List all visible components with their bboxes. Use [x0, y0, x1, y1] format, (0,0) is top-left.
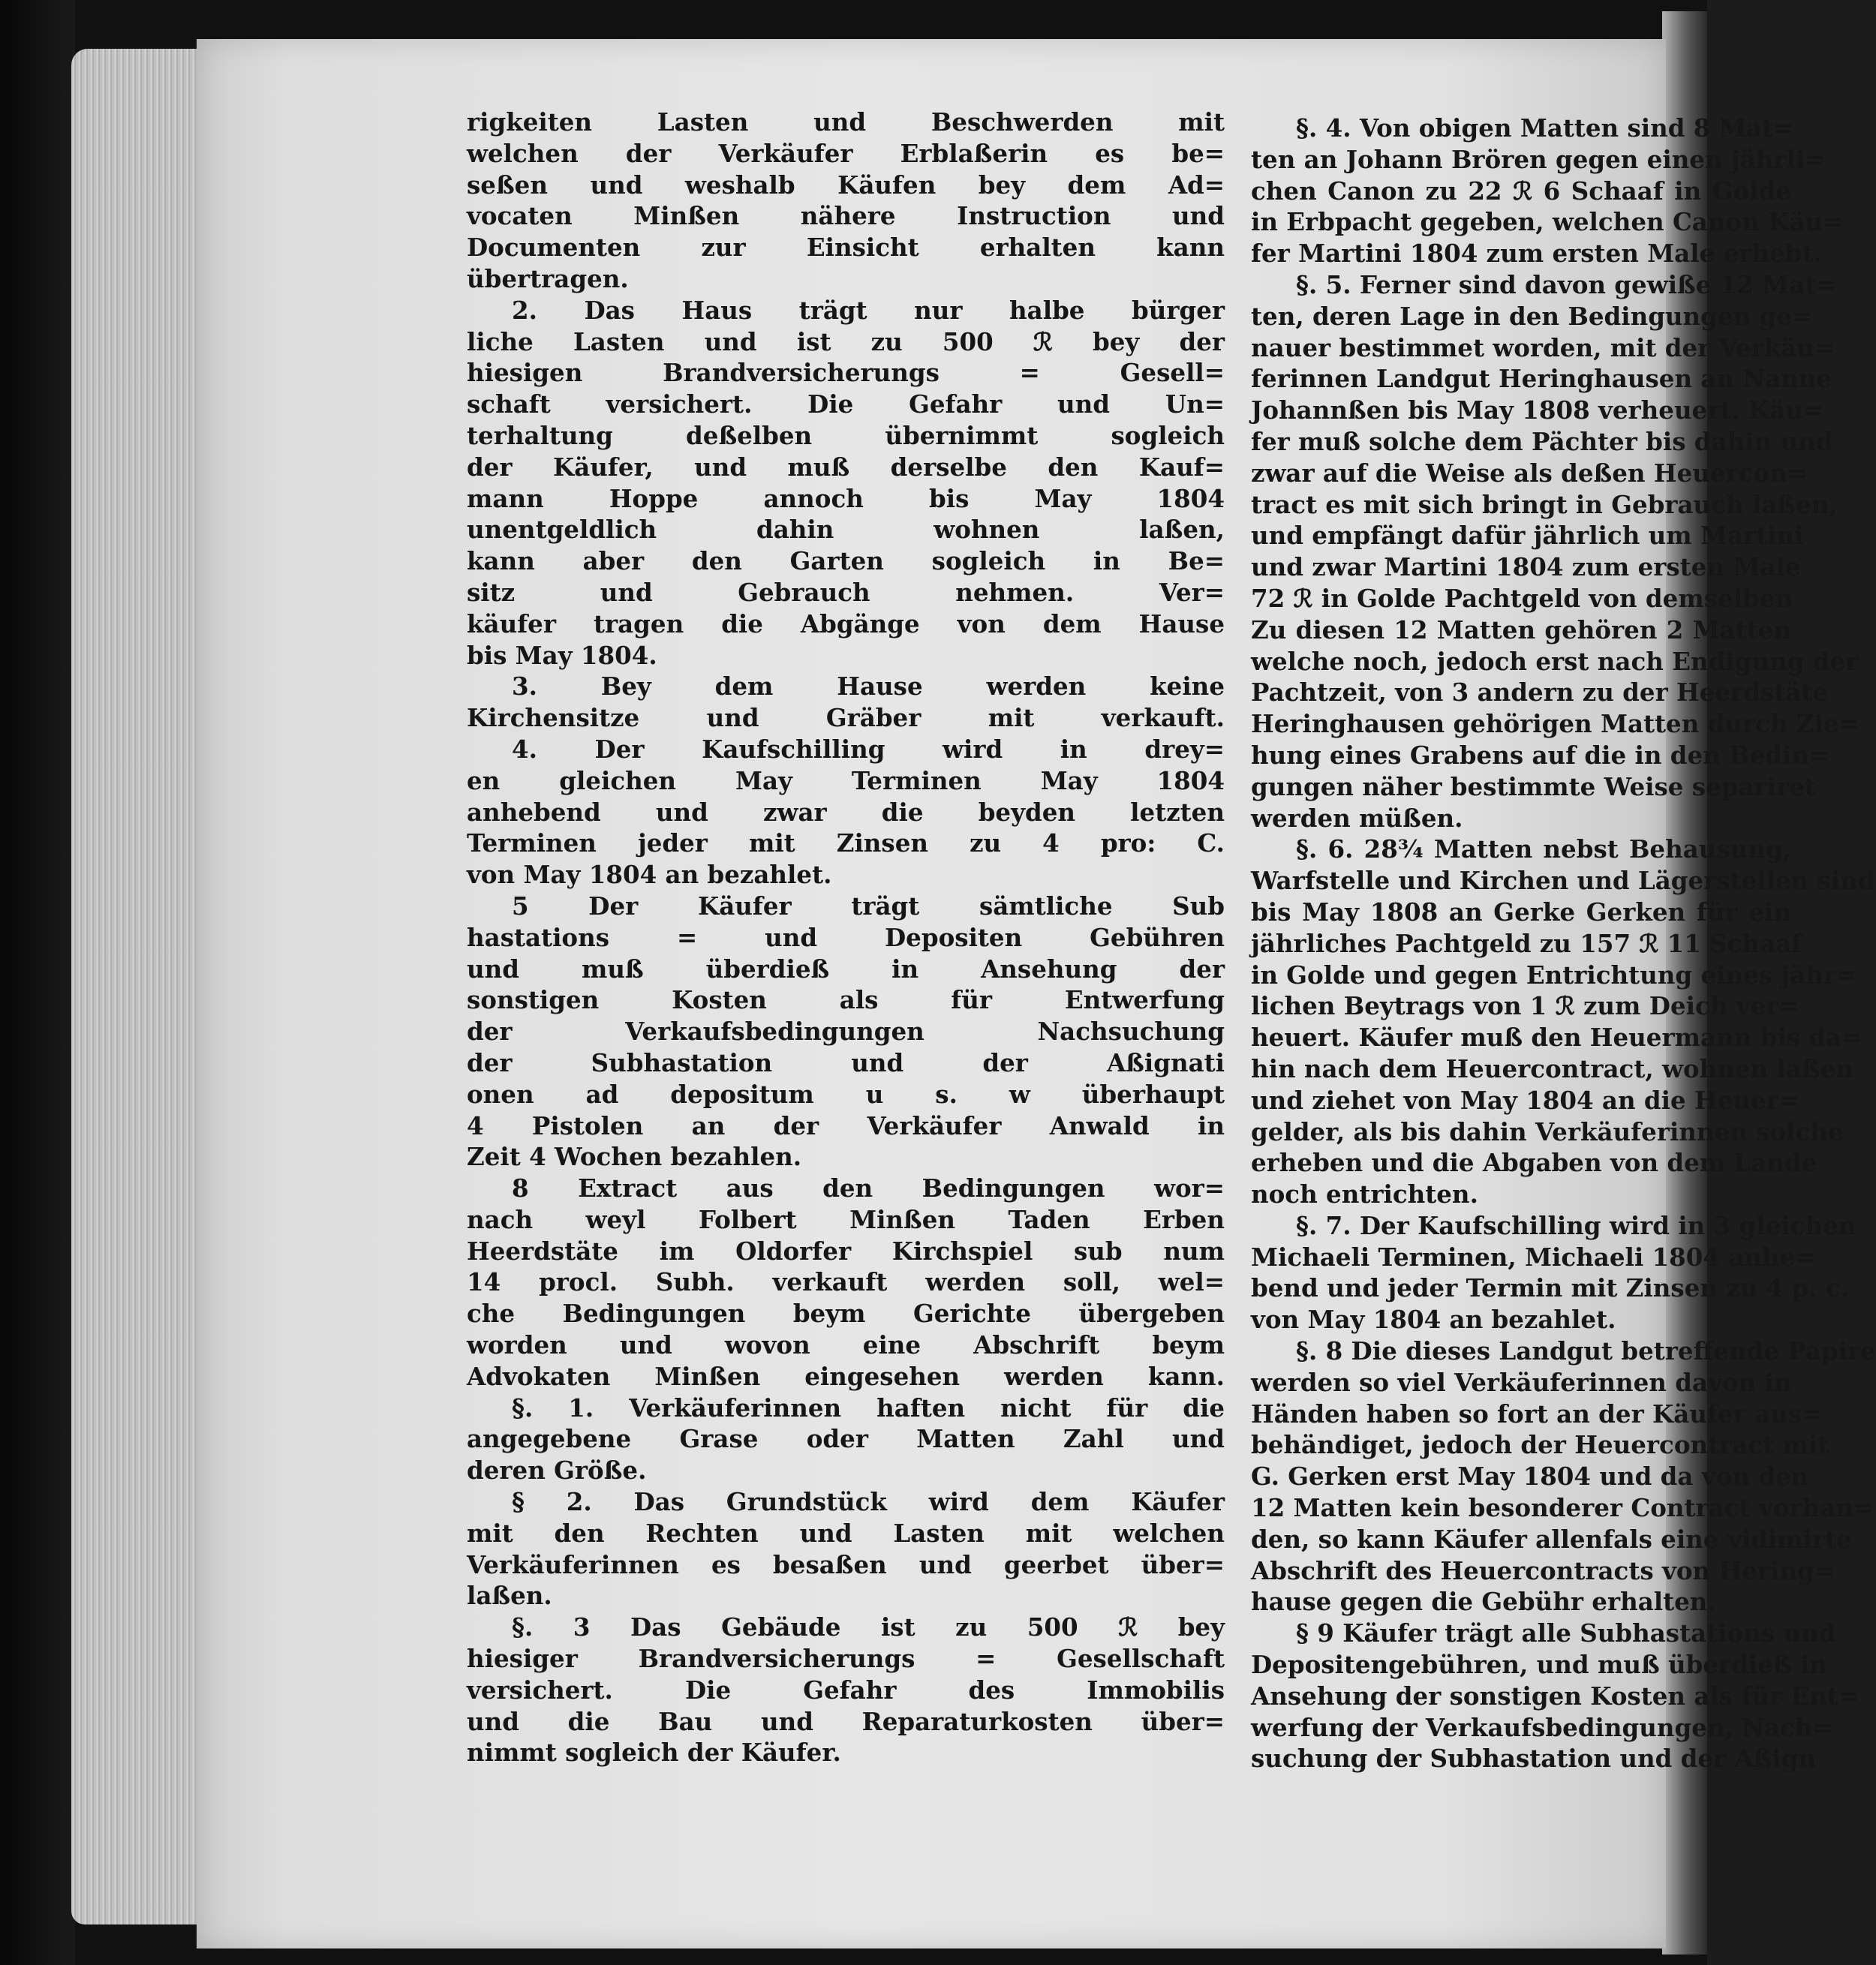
- text-line: §. 5. Ferner sind davon gewiße 12 Mat=: [1296, 269, 1837, 299]
- text-line: Advokaten Minßen eingesehen werden kann.: [467, 1361, 1225, 1391]
- text-line: Documenten zur Einsicht erhalten kann: [467, 233, 1225, 263]
- text-line: Zeit 4 Wochen bezahlen.: [467, 1142, 802, 1172]
- text-line: laßen.: [467, 1581, 552, 1611]
- text-line: 5 Der Käufer trägt sämtliche Sub: [512, 891, 1225, 921]
- text-line: der Verkaufsbedingungen Nachsuchung: [467, 1017, 1225, 1047]
- text-line: fer Martini 1804 zum ersten Male erhebt.: [1251, 239, 1822, 269]
- text-line: hiesigen Brandversicherungs = Gesell=: [467, 358, 1225, 388]
- text-line: seßen und weshalb Käufen bey dem Ad=: [467, 170, 1225, 200]
- text-line: rigkeiten Lasten und Beschwerden mit: [467, 107, 1225, 137]
- text-line: bend und jeder Termin mit Zinsen zu 4 p. c.: [1251, 1273, 1850, 1303]
- text-line: §. 4. Von obigen Matten sind 8 Mat=: [1296, 113, 1794, 143]
- text-line: käufer tragen die Abgänge von dem Hause: [467, 608, 1225, 638]
- text-line: in Golde und gegen Entrichtung eines jähr=: [1251, 960, 1857, 990]
- text-line: Ansehung der sonstigen Kosten als für Ent=: [1251, 1681, 1859, 1711]
- text-line: worden und wovon eine Abschrift beym: [467, 1330, 1225, 1360]
- text-line: Pachtzeit, von 3 andern zu der Heerdstäte: [1251, 678, 1828, 708]
- left-text-column: [467, 107, 1225, 1768]
- text-line: 12 Matten kein besonderer Contract vorhan=: [1251, 1493, 1874, 1523]
- text-line: hin nach dem Heuercontract, wohnen laßen: [1251, 1053, 1853, 1083]
- text-line: den, so kann Käufer allenfals eine vidimirte: [1251, 1524, 1852, 1554]
- text-line: versichert. Die Gefahr des Immobilis: [467, 1675, 1225, 1705]
- text-line: che Bedingungen beym Gerichte übergeben: [467, 1299, 1225, 1329]
- text-line: 72 ℛ in Golde Pachtgeld von demselben: [1251, 583, 1793, 613]
- text-line: ten, deren Lage in den Bedingungen ge=: [1251, 301, 1813, 331]
- text-line: und empfängt dafür jährlich um Martini: [1251, 521, 1804, 551]
- text-line: hung eines Grabens auf die in den Bedin=: [1251, 740, 1830, 770]
- text-line: § 2. Das Grundstück wird dem Käufer: [512, 1487, 1225, 1517]
- text-line: onen ad depositum u s. w überhaupt: [467, 1079, 1225, 1109]
- text-line: §. 3 Das Gebäude ist zu 500 ℛ bey: [512, 1612, 1225, 1642]
- text-line: werfung der Verkaufsbedingungen, Nach=: [1251, 1712, 1833, 1742]
- text-line: nimmt sogleich der Käufer.: [467, 1738, 841, 1768]
- text-line: Kirchensitze und Gräber mit verkauft.: [467, 703, 1225, 733]
- text-line: ferinnen Landgut Heringhausen an Nanne: [1251, 364, 1832, 394]
- text-line: gungen näher bestimmte Weise separiret: [1251, 771, 1816, 801]
- text-line: §. 6. 28¾ Matten nebst Behausung,: [1296, 834, 1791, 864]
- text-line: kann aber den Garten sogleich in Be=: [467, 546, 1225, 576]
- text-line: fer muß solche dem Pächter bis dahin und: [1251, 426, 1833, 456]
- text-line: nauer bestimmet worden, mit der Verkäu=: [1251, 332, 1835, 362]
- text-line: §. 7. Der Kaufschilling wird in 3 gleichen: [1296, 1210, 1856, 1240]
- text-line: welchen der Verkäufer Erblaßerin es be=: [467, 138, 1225, 168]
- text-line: angegebene Grase oder Matten Zahl und: [467, 1424, 1225, 1454]
- page-stack-edge: [71, 49, 203, 1924]
- text-line: hause gegen die Gebühr erhalten.: [1251, 1587, 1716, 1617]
- text-line: § 9 Käufer trägt alle Subhastations und: [1296, 1618, 1836, 1648]
- book-shadow: [0, 0, 75, 1965]
- text-line: ten an Johann Brören gegen einen jährli=: [1251, 144, 1826, 174]
- text-line: hastations = und Depositen Gebühren: [467, 922, 1225, 952]
- text-line: G. Gerken erst May 1804 und da von den: [1251, 1462, 1809, 1492]
- text-line: Heerdstäte im Oldorfer Kirchspiel sub num: [467, 1236, 1225, 1266]
- text-line: Heringhausen gehörigen Matten durch Zie=: [1251, 709, 1859, 739]
- text-line: welche noch, jedoch erst nach Endigung der: [1251, 646, 1859, 676]
- text-line: und muß überdieß in Ansehung der: [467, 954, 1225, 984]
- text-line: der Käufer, und muß derselbe den Kauf=: [467, 452, 1225, 482]
- text-line: zwar auf die Weise als deßen Heuercon=: [1251, 458, 1808, 488]
- text-line: Johannßen bis May 1808 verheuert. Käu=: [1251, 395, 1824, 425]
- text-line: terhaltung deßelben übernimmt sogleich: [467, 420, 1225, 450]
- text-line: Händen haben so fort an der Käufer aus=: [1251, 1399, 1823, 1429]
- text-line: mann Hoppe annoch bis May 1804: [467, 483, 1225, 513]
- text-line: noch entrichten.: [1251, 1179, 1478, 1209]
- text-line: Warfstelle und Kirchen und Lägerstellen sind: [1251, 866, 1875, 896]
- text-line: 4. Der Kaufschilling wird in drey=: [512, 734, 1225, 764]
- book-page: [197, 39, 1876, 1948]
- text-line: bis May 1808 an Gerke Gerken für ein: [1251, 897, 1791, 927]
- text-line: Zu diesen 12 Matten gehören 2 Matten: [1251, 614, 1791, 644]
- text-line: von May 1804 an bezahlet.: [467, 860, 832, 890]
- text-line: Michaeli Terminen, Michaeli 1804 anhe=: [1251, 1242, 1816, 1272]
- text-line: werden müßen.: [1251, 803, 1463, 833]
- text-line: heuert. Käufer muß den Heuermann bis da=: [1251, 1023, 1862, 1053]
- text-line: in Erbpacht gegeben, welchen Canon Käu=: [1251, 207, 1844, 237]
- text-line: chen Canon zu 22 ℛ 6 Schaaf in Golde: [1251, 176, 1791, 206]
- text-line: Depositengebühren, und muß überdieß in: [1251, 1650, 1827, 1680]
- text-line: 3. Bey dem Hause werden keine: [512, 672, 1225, 702]
- text-line: tract es mit sich bringt in Gebrauch laßen,: [1251, 489, 1838, 519]
- text-line: lichen Beytrags von 1 ℛ zum Deich ver=: [1251, 991, 1799, 1021]
- text-line: erheben und die Abgaben von dem Lande: [1251, 1148, 1817, 1178]
- text-line: schaft versichert. Die Gefahr und Un=: [467, 389, 1225, 419]
- text-line: en gleichen May Terminen May 1804: [467, 765, 1225, 795]
- text-line: werden so viel Verkäuferinnen davon in: [1251, 1367, 1792, 1397]
- text-line: sonstigen Kosten als für Entwerfung: [467, 985, 1225, 1015]
- text-line: übertragen.: [467, 263, 629, 293]
- text-line: deren Größe.: [467, 1456, 647, 1486]
- text-line: hiesiger Brandversicherungs = Gesellschaft: [467, 1644, 1225, 1674]
- text-line: suchung der Subhastation und der Aßign: [1251, 1744, 1817, 1774]
- text-line: liche Lasten und ist zu 500 ℛ bey der: [467, 326, 1225, 356]
- text-line: §. 8 Die dieses Landgut betreffende Papire: [1296, 1336, 1876, 1366]
- text-line: Abschrift des Heuercontracts von Hering=: [1251, 1555, 1835, 1585]
- text-line: bis May 1804.: [467, 640, 657, 670]
- text-line: und ziehet von May 1804 an die Heuer=: [1251, 1085, 1800, 1115]
- text-line: vocaten Minßen nähere Instruction und: [467, 201, 1225, 231]
- text-line: unentgeldlich dahin wohnen laßen,: [467, 515, 1225, 545]
- text-line: 8 Extract aus den Bedingungen wor=: [512, 1173, 1225, 1203]
- text-line: 2. Das Haus trägt nur halbe bürger: [512, 295, 1225, 325]
- right-text-column: [1251, 113, 1876, 1774]
- text-line: Terminen jeder mit Zinsen zu 4 pro: C.: [467, 828, 1225, 858]
- text-line: gelder, als bis dahin Verkäuferinnen solche: [1251, 1116, 1844, 1146]
- text-line: von May 1804 an bezahlet.: [1251, 1305, 1616, 1335]
- text-line: §. 1. Verkäuferinnen haften nicht für die: [512, 1393, 1225, 1423]
- text-line: behändiget, jedoch der Heuercontract mit: [1251, 1430, 1829, 1460]
- text-line: der Subhastation und der Aßignati: [467, 1047, 1225, 1077]
- text-line: 14 procl. Subh. verkauft werden soll, wel=: [467, 1267, 1225, 1297]
- text-line: jährliches Pachtgeld zu 157 ℛ 11 Schaaf: [1251, 928, 1802, 958]
- text-line: 4 Pistolen an der Verkäufer Anwald in: [467, 1110, 1225, 1140]
- text-line: sitz und Gebrauch nehmen. Ver=: [467, 577, 1225, 607]
- text-line: anhebend und zwar die beyden letzten: [467, 797, 1225, 827]
- text-line: und die Bau und Reparaturkosten über=: [467, 1706, 1225, 1736]
- text-line: und zwar Martini 1804 zum ersten Male: [1251, 552, 1801, 582]
- text-line: Verkäuferinnen es besaßen und geerbet über=: [467, 1549, 1225, 1579]
- text-line: mit den Rechten und Lasten mit welchen: [467, 1518, 1225, 1548]
- text-line: nach weyl Folbert Minßen Taden Erben: [467, 1204, 1225, 1234]
